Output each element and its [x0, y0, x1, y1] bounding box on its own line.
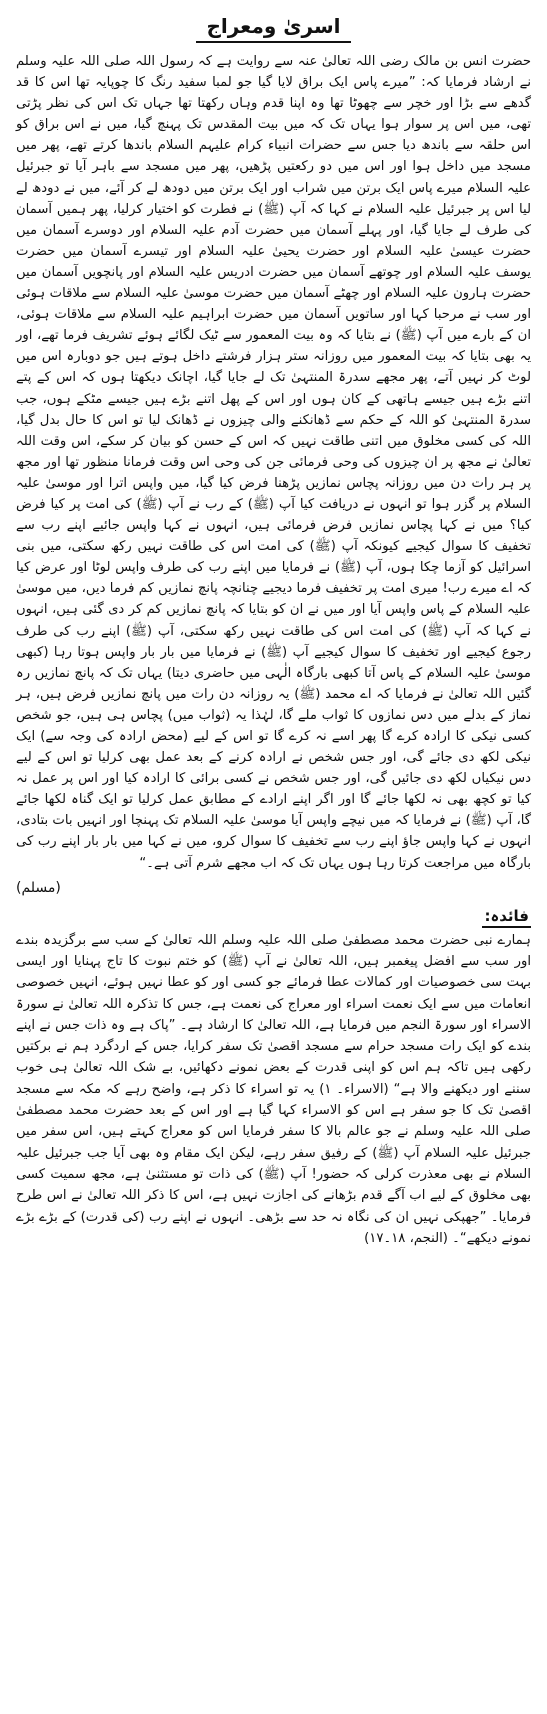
fayida-paragraph: ہمارے نبی حضرت محمد مصطفیٰ صلی اللہ علیہ وسلم اللہ تعالیٰ کے سب سے برگزیدہ بندے اور سب سے افضل پیغمبر ہیں، اللہ تعالیٰ نے آپ (ﷺ) کو ختم نبوت کا تاج پہنایا اور ایسی بہت سی خصوصیات اور کمالات عطا فرمائے جو کسی اور کو عطا نہیں ہوئے، انہیں خصوصی انعامات میں سے ایک نعمت اسراء اور معراج کی نعمت ہے، جس کا تذکرہ اللہ تعالیٰ نے سورۃ الاسراء اور سورۃ النجم میں فرمایا ہے، اللہ تعالیٰ کا ارشاد ہے۔ ”پاک ہے وہ ذات جس نے اپنے بندے کو ایک رات مسجد حرام سے مسجد اقصیٰ تک سفر کرایا، جس کے اردگرد ہم نے برکتیں رکھی ہیں تاکہ ہم اس کو اپنی قدرت کے بعض نمونے دکھائیں، بے شک اللہ تعالیٰ ہی خوب سننے اور دیکھنے والا ہے“ (الاسراء۔ ۱) یہ تو اسراء کا ذکر ہے، واضح رہے کہ مکہ سے مسجد اقصیٰ تک کا جو سفر ہے اس کو الاسراء کہا گیا ہے اور اس کے بعد حضرت محمد مصطفیٰ صلی اللہ علیہ وسلم نے جو عالم بالا کا سفر فرمایا اس کو معراج کہتے ہیں، اس سفر میں جبرئیل علیہ السلام آپ (ﷺ) کے رفیق سفر رہے، لیکن ایک مقام وہ بھی آیا جب جبرئیل علیہ السلام نے بھی معذرت کرلی کہ حضور! آپ (ﷺ) کی ذات تو مستثنیٰ ہے، مجھ سمیت کسی بھی مخلوق کے لیے اب آگے قدم بڑھانے کی اجازت نہیں ہے، اس کا ذکر اللہ تعالیٰ نے اس طرح فرمایا۔ ”جھپکی نہیں ان کی نگاہ نہ حد سے بڑھی۔ انہوں نے اپنے رب (کی قدرت) کے بڑے بڑے نمونے دیکھے“۔ (النجم، ۱۸۔۱۷) — [16, 932, 531, 1246]
hadith-paragraph: حضرت انس بن مالک رضی اللہ تعالیٰ عنہ سے روایت ہے کہ رسول اللہ صلی اللہ علیہ وسلم نے ارشاد فرمایا کہ: ”میرے پاس ایک براق لایا گیا جو لمبا سفید رنگ کا چوپایہ تھا اس کا قد گدھے سے بڑا اور خچر سے چھوٹا تھا وہ اپنا قدم وہاں رکھتا تھا جہاں تک اس کی نظر پڑتی تھی، میں اس پر سوار ہوا یہاں تک کہ میں بیت المقدس تک پہنچ گیا، میں نے اس براق کو اس حلقہ سے باندھ دیا جس سے حضرات انبیاء کرام علیہم السلام باندھا کرتے تھے، پھر میں مسجد میں داخل ہوا اور اس میں دو رکعتیں پڑھیں، پھر میں مسجد سے باہر آیا تو جبرئیل علیہ السلام میرے پاس ایک برتن میں شراب اور ایک برتن میں دودھ لے کر آئے، میں نے دودھ لے لیا اس پر جبرئیل علیہ السلام نے کہا کہ آپ (ﷺ) نے فطرت کو اختیار کرلیا، پھر ہمیں آسمان کی طرف لے جایا گیا، اور پہلے آسمان میں حضرت آدم علیہ السلام اور دوسرے آسمان میں حضرت عیسیٰ علیہ السلام اور حضرت یحییٰ علیہ السلام اور تیسرے آسمان میں حضرت یوسف علیہ السلام اور چوتھے آسمان میں حضرت ادریس علیہ السلام اور پانچویں آسمان میں حضرت ہارون علیہ السلام اور چھٹے آسمان میں حضرت موسیٰ علیہ السلام سے ملاقات ہوئی اور سب نے مرحبا کہا اور ساتویں آسمان میں حضرت ابراہیم علیہ السلام سے ملاقات ہوئی، ان کے بارے میں آپ (ﷺ) نے بتایا کہ وہ بیت المعمور سے ٹیک لگائے ہوئے تشریف فرما تھے، اور یہ بھی بتایا کہ بیت المعمور میں روزانہ ستر ہزار فرشتے داخل ہوتے ہیں جو دوبارہ اس میں لوٹ کر نہیں آتے، پھر مجھے سدرۃ المنتہیٰ تک لے جایا گیا، اچانک دیکھتا ہوں کہ اس کے پتے اتنے بڑے ہیں جیسے ہاتھی کے کان ہوں اور اس کے پھل اتنے بڑے ہیں جیسے مٹکے ہوں، جب سدرۃ المنتہیٰ کو اللہ کے حکم سے ڈھانکنے والی چیزوں نے ڈھانک لیا تو اس کا حال بدل گیا، اللہ کی کسی مخلوق میں اتنی طاقت نہیں کہ اس کے حسن کو بیان کر سکے، اس وقت اللہ تعالیٰ نے مجھ پر ان چیزوں کی وحی فرمائی جن کی وحی اس وقت فرمانا منظور تھا اور مجھ پر ہر رات دن میں روزانہ پچاس نمازیں پڑھنا فرض کیا گیا، میں واپس اترا اور موسیٰ علیہ السلام پر گزر ہوا تو انہوں نے دریافت کیا آپ (ﷺ) کے رب نے آپ (ﷺ) کی امت پر کیا فرض کیا؟ میں نے کہا پچاس نمازیں فرض فرمائی ہیں، انہوں نے کہا واپس جائیے اپنے رب سے تخفیف کا سوال کیجیے کیونکہ آپ (ﷺ) کی امت اس کی طاقت نہیں رکھ سکتی، میں بنی اسرائیل کو آزما چکا ہوں، آپ (ﷺ) نے فرمایا میں اپنے رب کی طرف واپس لوٹا اور عرض کیا کہ اے میرے رب! میری امت پر تخفیف فرما دیجیے چنانچہ پانچ نمازیں کم فرما دیں، میں موسیٰ علیہ السلام کے پاس واپس آیا اور میں نے ان کو بتایا کہ پانچ نمازیں کم کر دی گئی ہیں، انہوں نے کہا کہ آپ (ﷺ) کی امت اس کی طاقت نہیں رکھ سکتی، آپ (ﷺ) اپنے رب کی طرف رجوع کیجیے اور تخفیف کا سوال کیجیے آپ (ﷺ) نے فرمایا میں بار بار واپس ہوتا رہا (کبھی موسیٰ علیہ السلام کے پاس آتا کبھی بارگاہ الٰہی میں حاضری دیتا) یہاں تک کہ پانچ نمازیں رہ گئیں اللہ تعالیٰ نے فرمایا کہ اے محمد (ﷺ) یہ روزانہ دن رات میں پانچ نمازیں فرض ہیں، ہر نماز کے بدلے میں دس نمازوں کا ثواب ملے گا، لہٰذا یہ (ثواب میں) پچاس ہی ہیں، جو شخص کسی نیکی کا ارادہ کرے گا پھر اسے نہ کرے گا تو اس کے لیے (محض ارادہ کی وجہ سے) ایک نیکی لکھ دی جائے گی، اور جس شخص نے ارادہ کرنے کے بعد عمل بھی کرلیا تو اس کے لیے دس نیکیاں لکھ دی جائیں گی، اور جس شخص نے کسی برائی کا ارادہ کیا اور اس پر عمل نہ کیا تو کچھ بھی نہ لکھا جائے گا اور اگر اپنے ارادے کے مطابق عمل کرلیا تو ایک گناہ لکھا جائے گا، آپ (ﷺ) نے فرمایا کہ میں نیچے واپس آیا موسیٰ علیہ السلام تک پہنچا اور انہیں بات بتادی، انہوں نے کہا واپس جاؤ اپنے رب سے تخفیف کا سوال کرو، میں نے کہا میں بار بار اپنے رب کی بارگاہ میں مراجعت کرتا رہا ہوں یہاں تک کہ اب مجھے شرم آتی ہے۔“ — [16, 54, 531, 871]
fayida-heading: فائدہ: — [482, 907, 531, 928]
source-reference: (مسلم) — [16, 879, 61, 896]
title-block — [16, 14, 531, 43]
fayida-heading-block — [16, 906, 531, 928]
page-title: اسریٰ ومعراج — [196, 14, 350, 43]
